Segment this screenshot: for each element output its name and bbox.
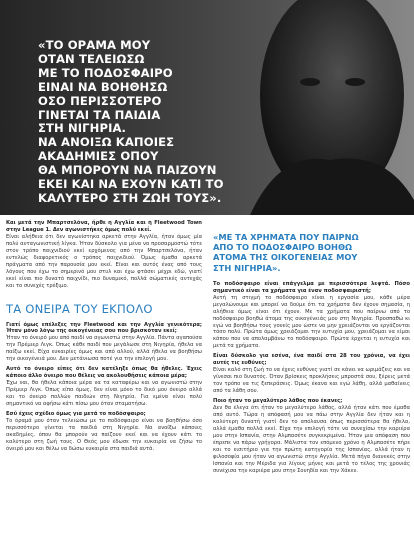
quote-line: ΝΑ ΑΝΟΙΞΩ ΚΑΠΟΙΕΣ	[38, 135, 175, 150]
pull-quote-line: «ΜΕ ΤΑ ΧΡΗΜΑΤΑ ΠΟΥ ΠΑΙΡΝΩ	[213, 232, 359, 242]
quote-line: «ΤΟ ΟΡΑΜΑ ΜΟΥ	[38, 38, 151, 52]
answer-paragraph: Έχω ναι, θα ήθελα κάποια μέρα να τα καταφέρω και να αγωνιστώ στην Πρέμιερ Λιγκ. Όπως είπα όμως, δεν είναι μόνο το δικό μου όνειρο αλλά και το όνειρο πολλών παιδιών στη Νιγηρία. Για εμένα είναι πολύ σημαντικό να αφήσω κάτι πίσω μου όταν σταματήσω.	[6, 380, 202, 408]
answer-paragraph: Είναι καλό στη ζωή το να έχεις ευθύνες γιατί σε κάνει να ωριμάζεις και να γίνεσαι πιο δυνατός. Όταν βρίσκεις προκλήσεις μπροστά σου, ξέρεις μετά τον τρόπο να τις ξεπεράσεις. Όμως έκανα και εγώ λάθη, αλλά μαθαίνεις από τα λάθη σου.	[213, 367, 410, 395]
pull-quote-line: ΣΤΗ ΝΙΓΗΡΙΑ».	[213, 262, 281, 273]
answer-paragraph: Δεν θα έλεγα ότι ήταν το μεγαλύτερο λάθος, αλλά ήταν κάτι που έμαθα από αυτό. Τώρα η απόφασή μου να πάω στην Αγγλία δεν ήταν και η καλύτερη δυνατή γιατί δεν το απόλαυσα όπως περισσότερα θα ήθελα, αλλά έμαθα πολλά εκεί. Είχα την επιλογή τότε να συνεχίσω την καριέρα μου στην Ισπανία, στην Αλμπασέτε συγκεκριμένα. Ήταν μια απόφαση που έπρεπε να πάρω γρήγορα. Μάλιστα τον επόμενο χρόνο η Αλμπασέτε πήρε και το εισιτήριο για την πρώτη κατηγορία της Ισπανίας, αλλά ήταν η φιλοσοφία μου ήταν να αγωνιστώ στην Αγγλία. Μετά πήγα διανεκές στην Ισπανία και την Μέριδα για λίγους μήνες και μετά το τέλος της χρονιάς συνέχισα την καριέρα μου στην Σουηδία και την Χάκεν.	[213, 405, 410, 474]
quote-line: ΘΑ ΜΠΟΡΟΥΝ ΝΑ ΠΑΙΖΟΥΝ	[38, 163, 217, 178]
answer-paragraph: Το όραμά μου όταν τελειώσω με το ποδόσφαιρο είναι να βοηθήσω όσο περισσότερο γίνεται τα παιδιά στη Νιγηρία. Να ανοίξω κάποιες ακαδημίες, όπου θα μπορούν να παίζουν εκεί και να έχουν κάτι το καλύτερο στη ζωή τους. Ο Θεός μου έδωσε την ευκαιρία να ζήσω το όνειρό μου και θέλω να δώσω ευκαιρία στα παιδιά αυτά.	[6, 417, 202, 452]
question-paragraph: Γιατί όμως επέλεξες την Fleetwood και την Αγγλία γενικότερα; Ήταν μόνο λόγω της οικογένειας σου που βρισκόταν εκεί;	[6, 321, 202, 335]
quote-line: ΟΣΟ ΠΕΡΙΣΣΟΤΕΡΟ	[38, 93, 162, 108]
quote-line: ΟΤΑΝ ΤΕΛΕΙΩΣΩ	[38, 51, 145, 66]
intro-question: Και μετά την Μπαρτσελόνα, ήρθε η Αγγλία και η Fleetwood Town στην League 1. Δεν αγωνιστήκες όμως πολύ εκεί.	[6, 220, 202, 233]
question-paragraph: Το ποδόσφαιρο είναι επάγγελμα με περισσότερα λεφτά. Πόσο σημαντικό είναι τα χρήματα για έναν ποδοσφαιριστή;	[213, 280, 410, 294]
question-paragraph: Είναι δύσκολο για εσένα, ένα παιδί στα 28 του χρόνια, να έχει αυτές τις ευθύνες;	[213, 353, 410, 367]
question-paragraph: Ποιο ήταν το μεγαλύτερο λάθος που έκανες;	[213, 398, 343, 405]
article-left-column	[6, 220, 202, 453]
answer-paragraph: Ήταν το όνειρό μου από παιδί να αγωνιστώ στην Αγγλία. Πάντα αγαπούσα την Πρέμιερ Λιγκ. Όπως κάθε παιδί που μεγάλωσε στη Νιγηρία, ήθελα να παίξω εκεί. Είχα ευκαιρίες όμως και από αλλού, αλλά ήθελα να βοηθήσω την οικογένειά μου. Δεν μετάνιωσα ποτέ για την επιλογή μου.	[6, 335, 202, 363]
quote-line: ΕΚΕΙ ΚΑΙ ΝΑ ΕΧΟΥΝ ΚΑΤΙ ΤΟ	[38, 177, 224, 192]
pull-quote-line: ΑΤΟΜΑ ΤΗΣ ΟΙΚΟΓΕΝΕΙΑΣ ΜΟΥ	[213, 252, 358, 263]
quote-line: ΓΙΝΕΤΑΙ ΤΑ ΠΑΙΔΙΑ	[38, 107, 161, 122]
section-heading: ΤΑ ΟΝΕΙΡΑ ΤΟΥ ΕΚΠΟΛΟ	[6, 301, 153, 316]
hero-pull-quote	[38, 39, 288, 206]
quote-line: ΜΕ ΤΟ ΠΟΔΟΣΦΑΙΡΟ	[38, 65, 173, 80]
pull-quote-line: ΑΠΟ ΤΟ ΠΟΔΟΣΦΑΙΡΟ ΒΟΗΘΩ	[213, 242, 353, 253]
quote-line: ΣΤΗ ΝΙΓΗΡΙΑ.	[38, 121, 127, 136]
question-paragraph: Εσύ έχεις σχέδιο όμως για μετά το ποδόσφαιρο;	[6, 410, 146, 417]
quote-line: ΕΙΝΑΙ ΝΑ ΒΟΗΘΗΣΩ	[38, 79, 168, 94]
quote-line: ΚΑΛΥΤΕΡΟ ΣΤΗ ΖΩΗ ΤΟΥΣ».	[38, 190, 222, 205]
quote-line: ΑΚΑΔΗΜΙΕΣ ΟΠΟΥ	[38, 149, 159, 164]
pull-quote	[213, 232, 410, 273]
hero-photo-section	[0, 0, 414, 215]
answer-paragraph: Αυτή τη στιγμή το ποδόσφαιρο είναι η εργασία μου, κάθε μέρα μεγαλώνουμε και μπορεί να δούμε ότι τα χρήματα δεν έχουν σημασία, η αλήθεια όμως είναι ότι έχουν. Με τα χρήματα που παίρνω από το ποδόσφαιρο βοηθώ άτομα της οικογένειάς μου στη Νιγηρία. Προσπαθώ κι εγώ να βοηθήσω τους γονείς μου ώστε να μην χρειάζονται να εργάζονται τόσο πολύ. Πρώτα όμως χρειάζομαι την ευτυχία μου, χρειάζομαι να είμαι κάπου που να απολαμβάνω το ποδόσφαιρο. Πρώτα έρχεται η ευτυχία και μετά τα χρήματα.	[213, 294, 410, 350]
answer-paragraph: Είναι αλήθεια ότι δεν αγωνίστηκα αρκετά στην Αγγλία, ήταν όμως μία πολύ ανταγωνιστική λίγκα. Ήταν δύσκολο για μένα να προσαρμοστώ τότε στον τρόπο παιχνιδιού εκεί ερχόμενος από την Μπαρτσελόνα, ήταν εντελώς διαφορετικός ο τρόπος παιχνιδιού. Όμως έμαθα αρκετά πράγματα από την παρουσία μου εκεί. Είναι και αυτός ένας από τους λόγους που έχω το σημερινό μου στυλ και έχω φτάσει μέχρι εδώ, γιατί εκεί είναι πιο δυνατό παιχνίδι, πιο δυναμικό, πολλά σώματικές αντεχάς και το συνεχές τρέξιμο.	[6, 233, 202, 289]
question-paragraph: Αυτό το όνειρο είπες ότι δεν κατέληξε όπως θα ήθελες. Έχεις κάποιο άλλο όνειρο που θέλεις να ακολουθήσεις κάποια μέρα;	[6, 366, 202, 380]
article-right-column	[213, 220, 410, 475]
